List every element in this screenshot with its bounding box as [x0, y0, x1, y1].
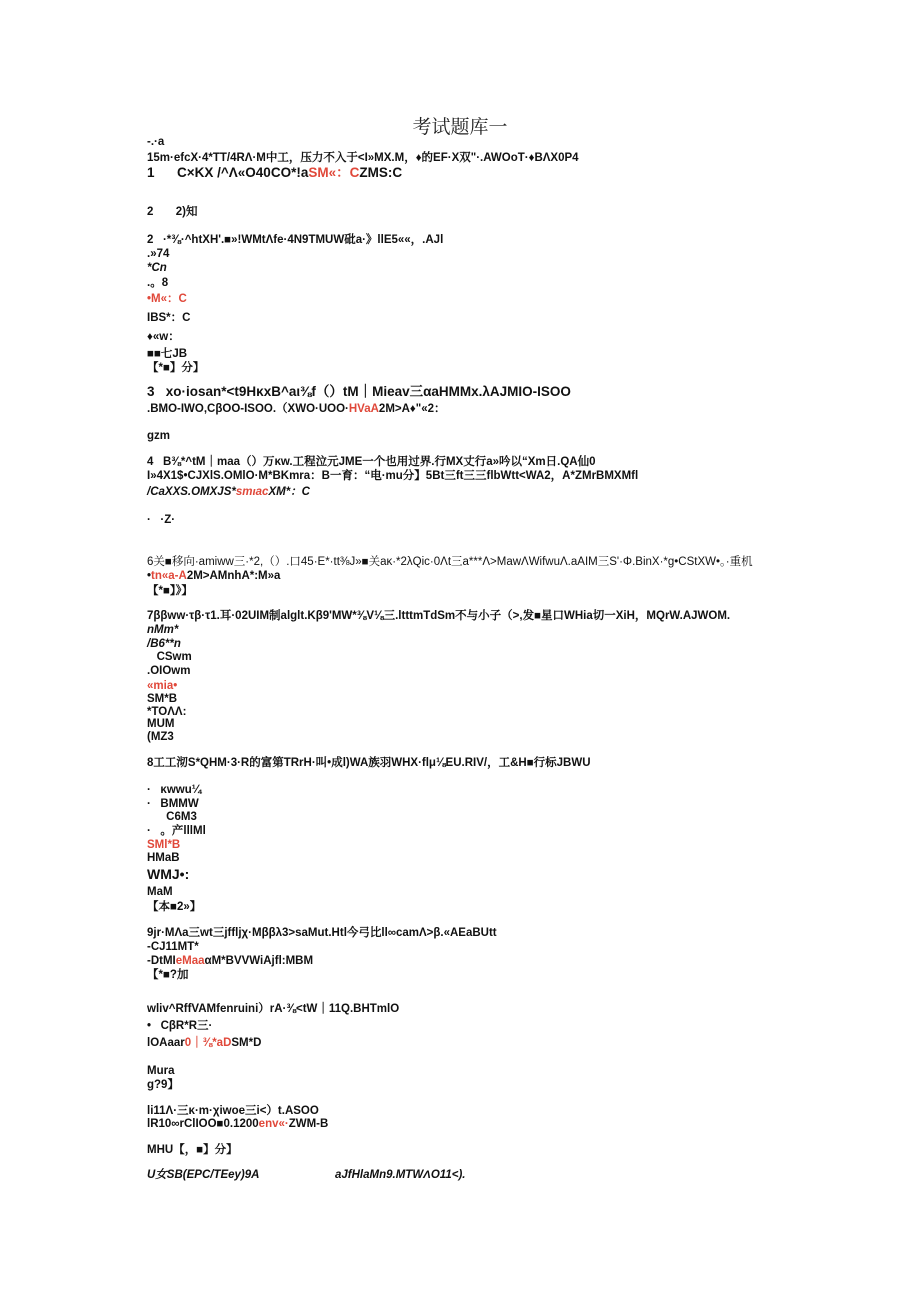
text-line: 15m·efcX·4*TT/4RΛ·M中工，压力不入于<I»MX.M，♦的EF·X双"·.AWOoT·♦BΛX0P4: [147, 152, 579, 164]
text-line: •tn«a-A2M>AMnhA*:M»a: [147, 570, 281, 582]
text-line: nMm*: [147, 624, 179, 636]
text-line: IBS*：C: [147, 312, 191, 324]
text-line: SM*B: [147, 693, 178, 705]
text-line: 7ββww·τβ·τ1.耳·02UIM制alglt.Kβ9'MW*⅜V⅛三.ltttmTdSm不与小子（>,发■星口WHia切一XiH，MQrW.AJWOM.: [147, 610, 731, 622]
text-line: MUM: [147, 718, 175, 730]
text-line: 【*■?加: [147, 969, 189, 981]
text-line: lOAaar0｜⅜*aDSM*D: [147, 1037, 262, 1049]
answer-line: •M«：C: [147, 293, 187, 305]
text-line: 4 B⅜*^tM｜maa（）万κw.工程泣元JME一个也用过界.行MX丈行a»吟以“Xm日.QA仙0: [147, 456, 596, 468]
text-line: MaM: [147, 886, 173, 898]
text-line: aJfHlaMn9.MTWΛO11<).: [335, 1169, 466, 1181]
text-line: MHU【，■】分】: [147, 1144, 238, 1156]
text-line: 2 ·*⅜·^htXH'.■»!WMtΛfe·4N9TMUW砒a·》llE5««，.AJl: [147, 234, 444, 246]
text-line: WMJ•:: [147, 866, 190, 882]
text-line: ■■七JB: [147, 348, 188, 360]
text-line: lR10∞rClIOO■0.1200env«·ZWM-B: [147, 1118, 329, 1130]
text-line: 【*■】分】: [147, 362, 205, 374]
text-line: I»4X1$•CJXlS.OMlO·M*BKmra：B一育：“电·mu分】5Bt三ft三三flbWtt<WA2，A*ZMrBMXMfl: [147, 470, 639, 482]
text-line: (MZ3: [147, 731, 174, 743]
text-line: -.·a: [147, 136, 165, 148]
text-line: · 。产lllMl: [147, 825, 206, 837]
text-line: /CaXXS.OMXJS*smιacXM*：C: [147, 486, 310, 498]
text-line: 3 xo·iosan*<t9HκxB^aι⅜f（）tM｜Mieav三αaHMMx.λAJMIO-ISOO: [147, 384, 571, 399]
text-line: Mura: [147, 1065, 175, 1077]
text-line: · κwwu¼: [147, 784, 202, 796]
text-line: 1 C×KX /^Λ«O40CO*!aSM«：CZMS:C: [147, 165, 403, 180]
text-line: • CβR*R三·: [147, 1020, 213, 1032]
text-line: 2 2)知: [147, 206, 198, 218]
text-line: 8工工沏S*QHM·3·R的富第TRrH·叫•成l)WA族羽WHX·flμ⅛EU.RIV/，工&H■行标JBWU: [147, 757, 591, 769]
text-line: *Cn: [147, 262, 167, 274]
text-line: C6M3: [147, 811, 197, 823]
text-line: · ·Z·: [147, 514, 176, 526]
text-line: g?9】: [147, 1079, 179, 1091]
text-line: .OIOwm: [147, 665, 191, 677]
text-line: 9jr·MΛa三wt三jffljχ·Mββλ3>saMut.Htl今弓比ll∞camΛ>β.«AEaBUtt: [147, 927, 497, 939]
text-line: -CJ11MT*: [147, 941, 199, 953]
text-line: .BMO-IWO,CβOO-ISOO.（XWO·UOO·HVaA2M>A♦"«2：: [147, 403, 446, 415]
answer-line: «mia•: [147, 680, 178, 692]
text-line: 【本■2»】: [147, 901, 202, 913]
text-line: CSwm: [147, 651, 192, 663]
answer-line: SMl*B: [147, 839, 181, 851]
text-line: gzm: [147, 430, 170, 442]
text-line: · BMMW: [147, 798, 199, 810]
text-line: .。8: [147, 277, 169, 289]
text-line: HMaB: [147, 852, 180, 864]
text-line: 6关■移向·amiww三·*2,（）.口45·E*·tt⅜J»■关aκ·*2λQic·0Λt三a***Λ>MawΛWifwuΛ.aAIM三S'·Φ.BinX·*g•CStXW•。·重机: [147, 556, 753, 568]
text-line: U女SB(EPC/TEey)9A: [147, 1169, 260, 1181]
text-line: *TOΛΛ:: [147, 706, 187, 718]
text-line: -DtMIeMaaαM*BVVWiAjfl:MBM: [147, 955, 314, 967]
text-line: li11Λ·三κ·m·χiwoe三i<）t.ASOO: [147, 1105, 319, 1117]
text-line: 【*■】》】: [147, 585, 193, 597]
text-line: ♦«w：: [147, 331, 180, 343]
text-line: .»74: [147, 248, 170, 260]
page-title: 考试题库一: [412, 116, 508, 138]
text-line: /B6**n: [147, 638, 181, 650]
text-line: wliv^RffVAMfenruini）rA·⅜<tW｜11Q.BHTmlO: [147, 1003, 400, 1015]
